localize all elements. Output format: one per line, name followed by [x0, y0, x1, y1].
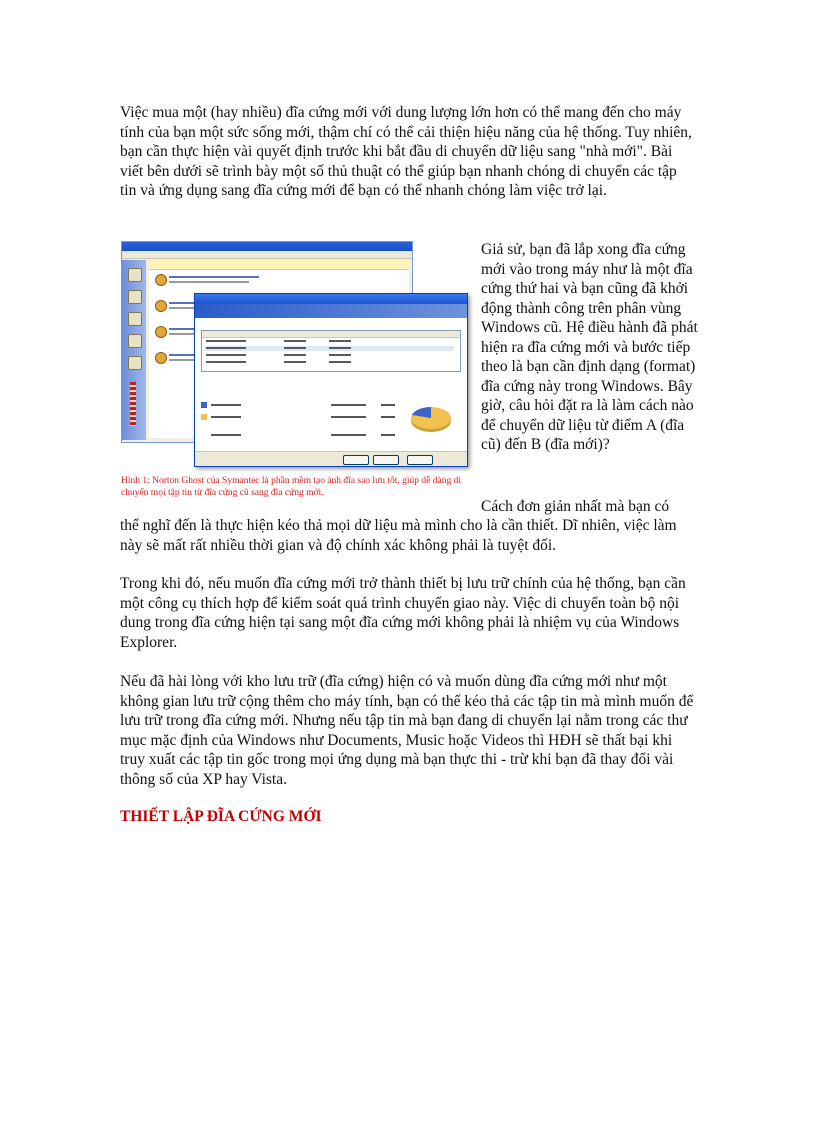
copy-drive-wizard-window	[194, 293, 468, 467]
side-paragraph: Giả sử, bạn đã lắp xong đĩa cứng mới vào trong máy như là một đĩa cứng thứ hai và bạn cũng đã khởi động thành công trên phân vùng Windows cũ. Hệ điều hành đã phát hiện ra đĩa cứng mới và bước tiếp theo là bạn cần định dạng (format) đĩa cứng này trong Windows. Bây giờ, câu hỏi đặt ra là làm cách nào để chuyển dữ liệu từ điểm A (đĩa cũ) đến B (đĩa mới)?	[481, 241, 698, 453]
wizard-button-bar	[195, 451, 467, 466]
easy-paragraph-start: Cách đơn giản nhất mà bạn có	[481, 498, 670, 515]
secondary-storage-paragraph: Nếu đã hài lòng với kho lưu trữ (đĩa cứng) hiện có và muốn dùng đĩa cứng mới như một không gian lưu trữ cộng thêm cho máy tính, bạn có thể kéo thả các tập tin mà mình muốn để lưu trữ trong đĩa cứng mới. Nhưng nếu tập tin mà bạn đang di chuyển lại nằm trong các thư mục mặc định của Windows như Documents, Music hoặc Videos thì HĐH sẽ thất bại khi truy xuất các tập tin gốc trong mọi ứng dụng mà bạn thực thi - trừ khi bạn đã thay đổi vài thông số của XP hay Vista.	[120, 673, 694, 788]
sidebar-app-icon	[128, 290, 142, 304]
software-screenshot-figure	[121, 241, 471, 472]
sidebar-app-icon	[128, 356, 142, 370]
next-button	[373, 455, 399, 465]
sidebar-app-icon	[128, 312, 142, 326]
sidebar-app-icon	[128, 334, 142, 348]
intro-paragraph: Việc mua một (hay nhiều) đĩa cứng mới với dung lượng lớn hơn có thể mang đến cho máy tính của bạn một sức sống mới, thậm chí có thể cải thiện hiệu năng của hệ thống. Tuy nhiên, bạn cần thực hiện vài quyết định trước khi bắt đầu di chuyển dữ liệu sang "nhà mới". Bài viết bên dưới sẽ trình bày một số thủ thuật có thể giúp bạn nhanh chóng di chuyển các tập tin và ứng dụng sang đĩa cứng mới để bạn có thể nhanh chóng làm việc trở lại.	[120, 104, 692, 199]
figure-caption: Hình 1: Norton Ghost của Symantec là phần mềm tạo ảnh đĩa sao lưu tốt, giúp dễ dàng di chuyển mọi tập tin từ đĩa cứng cũ sang đĩa cứng mới.	[121, 476, 461, 498]
primary-storage-paragraph: Trong khi đó, nếu muốn đĩa cứng mới trở thành thiết bị lưu trữ chính của hệ thống, bạn cần một công cụ thích hợp để kiểm soát quá trình chuyển giao này. Việc di chuyển toàn bộ nội dung trong đĩa cứng hiện tại sang một đĩa cứng mới không phải là nhiệm vụ của Windows Explorer.	[120, 575, 686, 651]
easy-paragraph: thể nghĩ đến là thực hiện kéo thả mọi dữ liệu mà mình cho là cần thiết. Dĩ nhiên, việc làm này sẽ mất rất nhiều thời gian và độ chính xác không phải là tuyệt đối.	[120, 517, 677, 554]
back-button	[343, 455, 369, 465]
section-heading: THIẾT LẬP ĐĨA CỨNG MỚI	[120, 808, 322, 825]
drive-usage-stats	[201, 402, 401, 450]
disk-usage-pie	[409, 404, 453, 434]
drive-list	[201, 330, 461, 372]
sidebar-app-icon	[128, 268, 142, 282]
cancel-button	[407, 455, 433, 465]
